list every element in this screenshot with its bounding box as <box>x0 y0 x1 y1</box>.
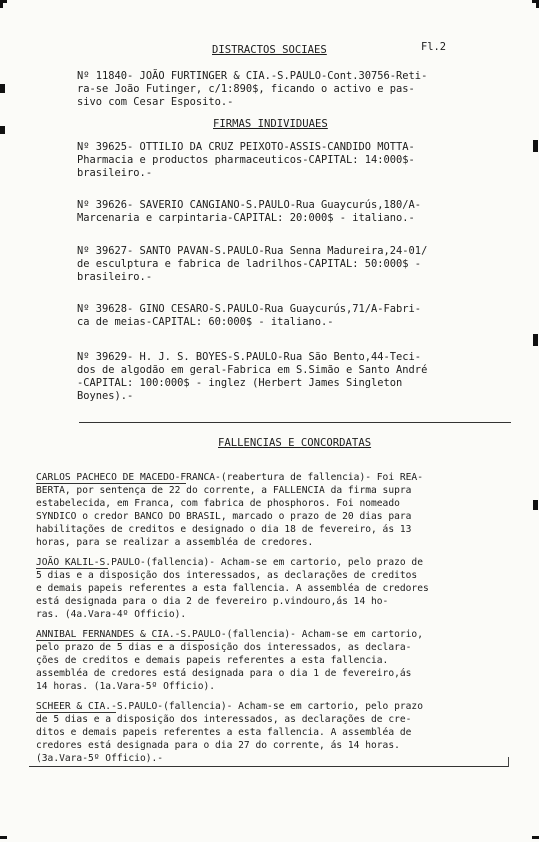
fallencia-line: 5 dias e a disposição dos interessados, as declarações de creditos <box>36 570 418 581</box>
fallencia-line: ditos e demais papeis referentes a esta fallencia. A assembléa de <box>36 727 412 738</box>
firma-line: Pharmacia e productos pharmaceuticos-CAPITAL: 14:000$- <box>77 154 415 166</box>
fallencia-line: credores está designada para o dia 27 do corrente, ás 14 horas. <box>36 740 400 751</box>
name-underline <box>36 568 108 569</box>
hole-punch-mark <box>0 84 5 93</box>
name-underline <box>36 483 186 484</box>
fallencia-line: SCHEER & CIA.-S.PAULO-(fallencia)- Acham-se em cartorio, pelo prazo <box>36 701 423 712</box>
fallencia-line: e demais papeis referentes a esta fallencia. A assembléa de credores <box>36 583 429 594</box>
fallencia-line: horas, para se realizar a assembléa de credores. <box>36 537 314 548</box>
distracto-line: ra-se João Futinger, c/1:890$, ficando o activo e pas- <box>77 83 415 95</box>
name-underline <box>36 712 116 713</box>
distracto-line: Nº 11840- JOÃO FURTINGER & CIA.-S.PAULO-Cont.30756-Reti- <box>77 70 428 82</box>
firma-line: ca de meias-CAPITAL: 60:000$ - italiano.- <box>77 316 334 328</box>
fallencia-line: assembléa de credores está designada para o dia 1 de fevereiro,ás <box>36 668 412 679</box>
fallencia-line: SYNDICO o credor BANCO DO BRASIL, marcado o prazo de 20 dias para <box>36 511 412 522</box>
bottom-rule-tick <box>508 757 509 767</box>
bottom-rule <box>29 766 509 767</box>
section-title-distractos: DISTRACTOS SOCIAES <box>212 44 327 56</box>
firma-line: dos de algodão em geral-Fabrica em S.Simão e Santo André <box>77 364 428 376</box>
firma-line: Marcenaria e carpintaria-CAPITAL: 20:000$ - italiano.- <box>77 212 415 224</box>
fallencia-line: habilitações de creditos e designado o dia 18 de fevereiro, ás 13 <box>36 524 412 535</box>
name-underline <box>36 640 204 641</box>
fallencia-line: (3a.Vara-5º Officio).- <box>36 753 164 764</box>
fallencia-line: está designada para o dia 2 de fevereiro p.vindouro,ás 14 ho- <box>36 596 389 607</box>
firma-line: Nº 39627- SANTO PAVAN-S.PAULO-Rua Senna Madureira,24-01/ <box>77 245 428 257</box>
firma-line: Nº 39628- GINO CESARO-S.PAULO-Rua Guaycurús,71/A-Fabri- <box>77 303 422 315</box>
firma-line: brasileiro.- <box>77 271 153 283</box>
scan-corner-mark <box>0 836 7 839</box>
scan-corner-mark <box>0 0 3 8</box>
fallencia-line: 14 horas. (1a.Vara-5º Officio). <box>36 681 216 692</box>
fallencia-line: pelo prazo de 5 dias e a disposição dos interessados, as declara- <box>36 642 412 653</box>
fallencia-line: JOÃO KALIL-S.PAULO-(fallencia)- Acham-se em cartorio, pelo prazo de <box>36 557 423 568</box>
page-number: Fl.2 <box>421 41 447 53</box>
fallencia-line: estabelecida, em Franca, com fabrica de phosphoros. Foi nomeado <box>36 498 400 509</box>
fallencia-line: de 5 dias e a disposição dos interessados, as declarações de cre- <box>36 714 412 725</box>
fallencia-line: BERTA, por sentença de 22 do corrente, a FALLENCIA da firma supra <box>36 485 412 496</box>
scan-corner-mark <box>532 836 539 839</box>
hole-punch-mark <box>0 126 5 134</box>
firma-line: de esculptura e fabrica de ladrilhos-CAPITAL: 50:000$ - <box>77 258 422 270</box>
firma-line: Nº 39625- OTTILIO DA CRUZ PEIXOTO-ASSIS-CANDIDO MOTTA- <box>77 141 415 153</box>
fallencia-line: ções de creditos e demais papeis referentes a esta fallencia. <box>36 655 389 666</box>
section-title-firmas: FIRMAS INDIVIDUAES <box>213 118 328 130</box>
scan-margin-mark <box>533 140 538 152</box>
fallencia-line: CARLOS PACHECO DE MACEDO-FRANCA-(reabertura de fallencia)- Foi REA- <box>36 472 423 483</box>
fallencia-line: ras. (4a.Vara-4º Officio). <box>36 609 187 620</box>
firma-line: brasileiro.- <box>77 167 153 179</box>
scan-margin-mark <box>533 500 538 510</box>
separator-rule <box>79 422 511 423</box>
firma-line: Nº 39629- H. J. S. BOYES-S.PAULO-Rua São Bento,44-Teci- <box>77 351 422 363</box>
distracto-line: sivo com Cesar Esposito.- <box>77 96 234 108</box>
fallencia-line: ANNIBAL FERNANDES & CIA.-S.PAULO-(fallencia)- Acham-se em cartorio, <box>36 629 423 640</box>
firma-line: Nº 39626- SAVERIO CANGIANO-S.PAULO-Rua Guaycurús,180/A- <box>77 199 422 211</box>
firma-line: -CAPITAL: 100:000$ - inglez (Herbert James Singleton <box>77 377 403 389</box>
firma-line: Boynes).- <box>77 390 134 402</box>
scan-margin-mark <box>533 334 538 346</box>
section-title-fallencias: FALLENCIAS E CONCORDATAS <box>218 437 372 449</box>
